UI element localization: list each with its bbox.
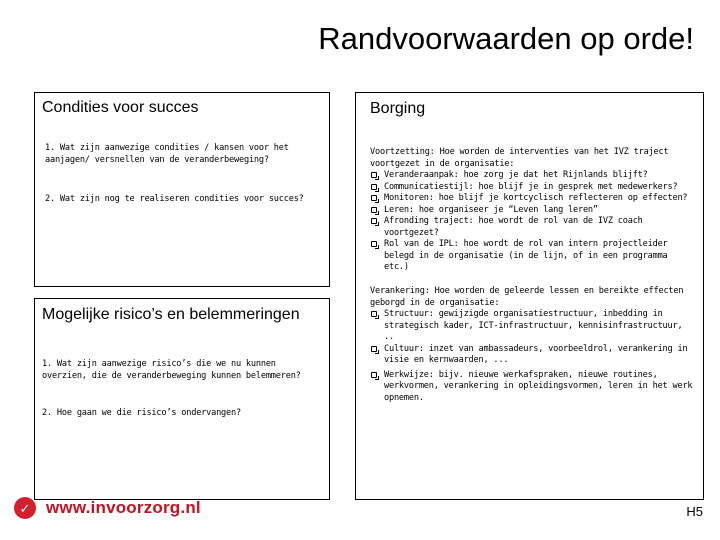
verankering-list <box>370 309 696 404</box>
conditions-question-2: 2. Wat zijn nog te realiseren condities voor succes? <box>45 194 304 204</box>
list-item <box>370 182 696 194</box>
list-item <box>370 309 696 344</box>
risks-question-1: 1. Wat zijn aanwezige risico’s die we nu kunnen overzien, die de veranderbeweging kunnen belemmeren? <box>42 359 301 381</box>
page-number: H5 <box>686 504 703 519</box>
risks-heading: Mogelijke risico’s en belemmeringen <box>42 306 300 323</box>
list-item-text: Communicatiestijl: hoe blijf je in gesprek met medewerkers? <box>384 181 678 192</box>
checkbox-bullet-icon <box>371 184 377 190</box>
invoorzorg-logo[interactable] <box>14 497 201 519</box>
checkbox-bullet-icon <box>371 207 377 213</box>
borging-box <box>355 92 704 500</box>
list-item <box>370 344 696 367</box>
list-item <box>370 370 696 405</box>
checkbox-bullet-icon <box>371 172 377 178</box>
list-item <box>370 216 696 239</box>
list-item <box>370 170 696 182</box>
list-item-text: Werkwijze: bijv. nieuwe werkafspraken, nieuwe routines, werkvormen, verankering in opleidingsvormen, leren in het werk opnemen. <box>384 369 693 403</box>
list-item <box>370 239 696 274</box>
conditions-question-1: 1. Wat zijn aanwezige condities / kansen voor het aanjagen/ versnellen van de veranderbeweging? <box>45 143 289 165</box>
page-title: Randvoorwaarden op orde! <box>318 21 694 56</box>
conditions-box <box>34 92 330 287</box>
voortzetting-intro: Voortzetting: Hoe worden de interventies van het IVZ traject voortgezet in de organisatie: <box>370 147 669 169</box>
list-item-text: Structuur: gewijzigde organisatiestructuur, inbedding in strategisch kader, ICT-infrastructuur, kennisinfrastructuur, .. <box>384 309 683 342</box>
checkbox-bullet-icon <box>371 346 377 352</box>
voortzetting-list <box>370 170 696 274</box>
list-item-text: Monitoren: hoe blijf je kortcyclisch reflecteren op effecten? <box>384 193 688 203</box>
borging-heading: Borging <box>370 100 426 117</box>
checkbox-bullet-icon <box>371 218 377 224</box>
checkbox-bullet-icon <box>371 311 377 317</box>
risks-box <box>34 298 330 500</box>
checkbox-bullet-icon <box>371 241 377 247</box>
verankering-section <box>370 286 696 404</box>
voortzetting-section <box>370 147 696 274</box>
logo-url: www.invoorzorg.nl <box>46 498 201 517</box>
list-item-text: Cultuur: inzet van ambassadeurs, voorbeeldrol, verankering in visie en kernwaarden, ... <box>384 343 688 365</box>
list-item <box>370 193 696 205</box>
risks-question-2: 2. Hoe gaan we die risico’s ondervangen? <box>42 408 241 418</box>
list-item-text: Afronding traject: hoe wordt de rol van de IVZ coach voortgezet? <box>384 216 643 238</box>
list-item-text: Veranderaanpak: hoe zorg je dat het Rijnlands blijft? <box>384 170 648 180</box>
list-item-text: Rol van de IPL: hoe wordt de rol van intern projectleider belegd in de organisatie (in de lijn, of in een programma etc.) <box>384 239 668 272</box>
checkbox-bullet-icon <box>371 372 377 378</box>
checkbox-bullet-icon <box>371 195 377 201</box>
heart-check-icon: ✓ <box>14 497 36 519</box>
list-item <box>370 205 696 217</box>
conditions-heading: Condities voor succes <box>42 99 199 116</box>
verankering-intro: Verankering: Hoe worden de geleerde lessen en bereikte effecten geborgd in de organisatie: <box>370 286 684 308</box>
list-item-text: Leren: hoe organiseer je “Leven lang leren” <box>384 204 598 215</box>
